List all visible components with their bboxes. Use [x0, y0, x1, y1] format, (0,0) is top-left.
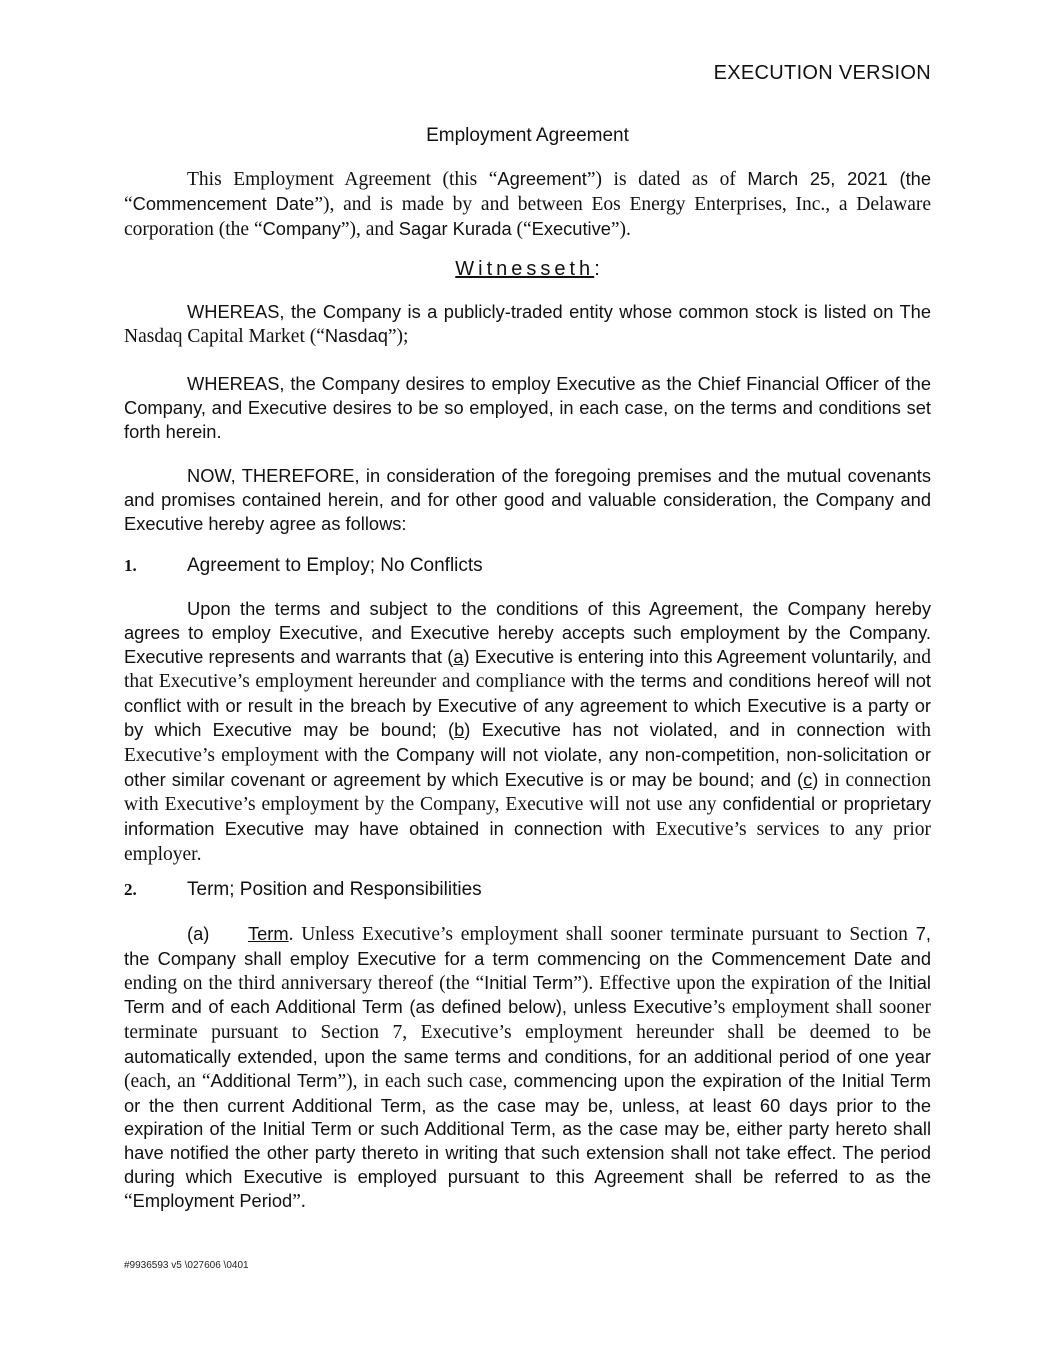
- section-1-body: Upon the terms and subject to the conditions of this Agreement, the Company hereby agrees to employ Executive, and Executive hereby accepts such employment by the Company. Executive represents and warrants that (a) Executive is entering into this Agreement voluntarily, and that Executive’s employment hereunder and compliance with the terms and conditions hereof will not conflict with or result in the breach by Executive of any agreement to which Executive is a party or by which Executive may be bound; (b) Executive has not violated, and in connection with Executive’s employment with the Company will not violate, any non-competition, non-solicitation or other similar covenant or agreement by which Executive is or may be bound; and (c) in connection with Executive’s employment by the Company, Executive will not use any confidential or proprietary information Executive may have obtained in connection with Executive’s services to any prior employer.: [124, 598, 932, 865]
- section-1-heading: 1. Agreement to Employ; No Conflicts: [124, 555, 483, 576]
- witnesseth-heading: Witnesseth:: [455, 258, 600, 280]
- document-title: Employment Agreement: [426, 125, 629, 146]
- section-2a-body: (a) Term. Unless Executive’s employment shall sooner terminate pursuant to Section 7, the Company shall employ Executive for a term commencing on the Commencement Date and ending on the third anniversary thereof (the “Initial Term”). Effective upon the expiration of the Initial Term and of each Additional Term (as defined below), unless Executive’s employment shall sooner terminate pursuant to Section 7, Executive’s employment hereunder shall be deemed to be automatically extended, upon the same terms and conditions, for an additional period of one year (each, an “Additional Term”), in each such case, commencing upon the expiration of the Initial Term or the then current Additional Term, as the case may be, unless, at least 60 days prior to the expiration of the Initial Term or such Additional Term, as the case may be, either party hereto shall have notified the other party thereto in writing that such extension shall not take effect. The period during which Executive is employed pursuant to this Agreement shall be referred to as the “Employment Period”.: [124, 923, 932, 1212]
- term-subheading: Term: [248, 923, 289, 944]
- section-2-heading: 2. Term; Position and Responsibilities: [124, 879, 482, 900]
- document-footer-code: #9936593 v5 \027606 \0401: [124, 1260, 249, 1271]
- execution-version-label: EXECUTION VERSION: [713, 62, 931, 84]
- whereas-paragraph-2: WHEREAS, the Company desires to employ Executive as the Chief Financial Officer of the Company, and Executive desires to be so employed, in each case, on the terms and conditions set forth herein.: [124, 373, 931, 442]
- now-therefore-paragraph: NOW, THEREFORE, in consideration of the foregoing premises and the mutual covenants and promises contained herein, and for other good and valuable consideration, the Company and Executive hereby agree as follows:: [124, 465, 931, 534]
- intro-paragraph: This Employment Agreement (this “Agreement”) is dated as of March 25, 2021 (the “Commencement Date”), and is made by and between Eos Energy Enterprises, Inc., a Delaware corporation (the “Company”), and Sagar Kurada (“Executive”).: [124, 168, 931, 240]
- whereas-paragraph-1: WHEREAS, the Company is a publicly-traded entity whose common stock is listed on The Nasdaq Capital Market (“Nasdaq”);: [124, 301, 931, 347]
